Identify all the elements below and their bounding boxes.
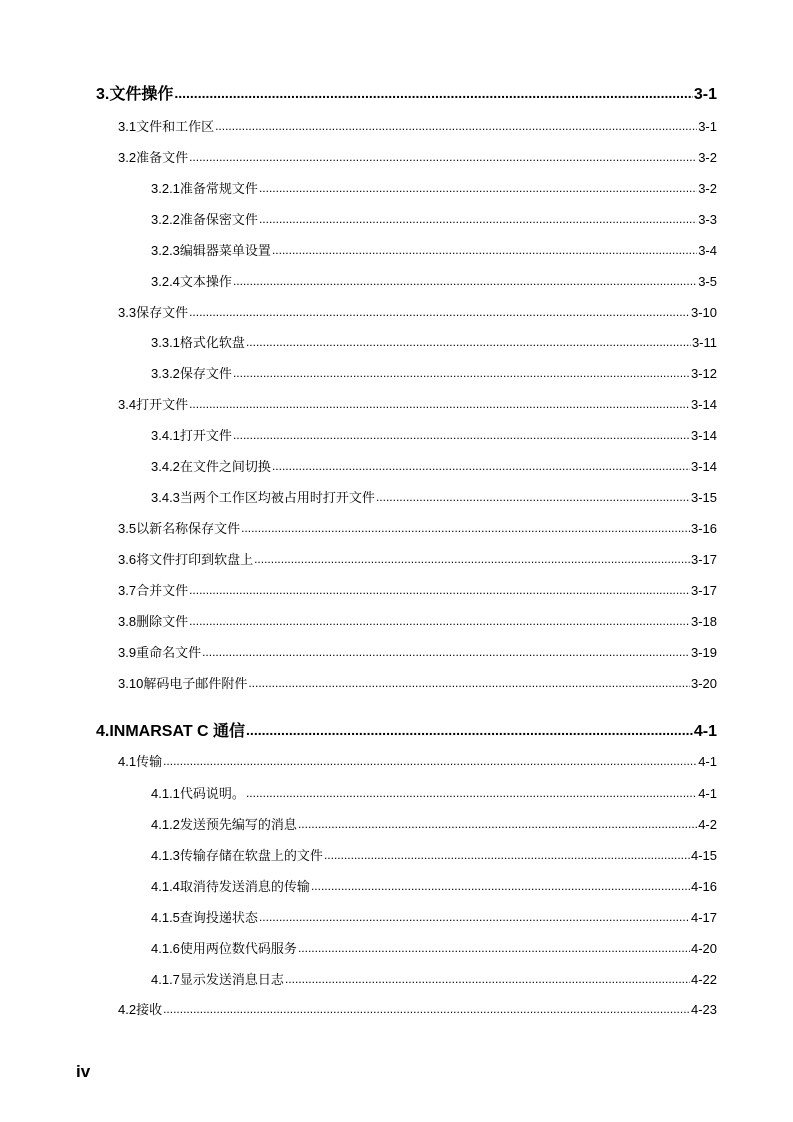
toc-subsection-3-3-1[interactable] <box>151 332 717 351</box>
dot-leader <box>272 458 690 473</box>
toc-entry-page: 4-1 <box>698 754 717 769</box>
toc-entry-number: 3.4 <box>118 397 137 412</box>
dot-leader <box>215 118 697 133</box>
toc-entry-title: 准备常规文件 <box>179 181 258 196</box>
toc-entry-number: 4.2 <box>118 1002 137 1017</box>
toc-entry-number: 3.4.3 <box>151 490 180 505</box>
toc-section-3-7[interactable] <box>118 580 717 599</box>
toc-section-4-1[interactable] <box>118 751 717 770</box>
dot-leader <box>163 753 697 768</box>
toc-entry-page: 3-14 <box>690 428 717 443</box>
dot-leader <box>246 722 693 740</box>
toc-section-4-2[interactable] <box>118 999 717 1018</box>
toc-entry-number: 3.8 <box>118 614 137 629</box>
dot-leader <box>311 878 690 893</box>
toc-entry-page: 3-18 <box>690 614 717 629</box>
toc-entry-page: 3-14 <box>690 397 717 412</box>
toc-entry-title: 打开文件 <box>136 397 189 412</box>
toc-subsection-3-4-2[interactable] <box>151 456 717 475</box>
toc-entry-number: 3.3.2 <box>151 366 180 381</box>
toc-entry-title: 显示发送消息日志 <box>179 972 284 987</box>
dot-leader <box>246 785 697 800</box>
toc-entry-page: 3-3 <box>698 212 717 227</box>
toc-entry-title: 准备保密文件 <box>179 212 258 227</box>
toc-section-3-6[interactable] <box>118 549 717 568</box>
toc-entry-title: 取消待发送消息的传输 <box>179 879 310 894</box>
toc-entry-page: 4-16 <box>690 879 717 894</box>
dot-leader <box>298 940 690 955</box>
toc-entry-title: 查询投递状态 <box>179 910 258 925</box>
toc-entry-number: 4.1.3 <box>151 848 180 863</box>
dot-leader <box>189 396 690 411</box>
dot-leader <box>246 334 691 349</box>
toc-section-3-2[interactable] <box>118 147 717 166</box>
toc-entry-page: 3-1 <box>693 86 717 103</box>
toc-entry-page: 3-17 <box>690 583 717 598</box>
toc-chapter-3[interactable] <box>96 81 717 104</box>
toc-entry-number: 3. <box>96 86 110 103</box>
toc-subsection-3-2-1[interactable] <box>151 178 717 197</box>
toc-entry-title: 合并文件 <box>136 583 189 598</box>
toc-entry-title: 准备文件 <box>136 150 189 165</box>
toc-subsection-4-1-4[interactable] <box>151 876 717 895</box>
toc-entry-page: 4-2 <box>698 817 717 832</box>
toc-entry-number: 3.4.1 <box>151 428 180 443</box>
toc-entry-number: 4.1.6 <box>151 941 180 956</box>
dot-leader <box>233 427 690 442</box>
toc-entry-page: 3-4 <box>698 243 717 258</box>
toc-entry-number: 4.1.1 <box>151 786 180 801</box>
dot-leader <box>189 149 697 164</box>
toc-entry-number: 3.5 <box>118 521 137 536</box>
toc-entry-page: 4-17 <box>690 910 717 925</box>
toc-entry-number: 4.1.2 <box>151 817 180 832</box>
toc-subsection-4-1-5[interactable] <box>151 907 717 926</box>
toc-entry-number: 3.7 <box>118 583 137 598</box>
dot-leader <box>202 644 690 659</box>
dot-leader <box>241 520 690 535</box>
toc-entry-page: 4-23 <box>690 1002 717 1017</box>
toc-entry-number: 3.2.4 <box>151 274 180 289</box>
toc-entry-title: 格式化软盘 <box>179 335 245 350</box>
toc-section-3-8[interactable] <box>118 611 717 630</box>
toc-entry-number: 3.3.1 <box>151 335 180 350</box>
toc-entry-number: 3.2.1 <box>151 181 180 196</box>
toc-entry-page: 3-15 <box>690 490 717 505</box>
toc-entry-number: 3.2.2 <box>151 212 180 227</box>
dot-leader <box>254 551 690 566</box>
toc-entry-title: 文件操作 <box>109 86 174 103</box>
dot-leader <box>233 365 690 380</box>
toc-entry-number: 4.1.7 <box>151 972 180 987</box>
toc-section-3-1[interactable] <box>118 116 717 135</box>
dot-leader <box>272 242 697 257</box>
toc-entry-number: 3.9 <box>118 645 137 660</box>
toc-entry-page: 4-1 <box>693 723 717 740</box>
toc-entry-page: 3-11 <box>691 335 717 350</box>
dot-leader <box>233 273 697 288</box>
toc-subsection-4-1-7[interactable] <box>151 969 717 988</box>
toc-entry-title: 将文件打印到软盘上 <box>136 552 254 567</box>
toc-entry-number: 3.2 <box>118 150 137 165</box>
toc-entry-page: 3-17 <box>690 552 717 567</box>
toc-entry-title: 编辑器菜单设置 <box>179 243 271 258</box>
toc-subsection-3-4-1[interactable] <box>151 425 717 444</box>
toc-subsection-3-4-3[interactable] <box>151 487 717 506</box>
toc-section-3-3[interactable] <box>118 302 717 321</box>
toc-entry-title: 代码说明。 <box>179 786 245 801</box>
dot-leader <box>298 816 697 831</box>
toc-subsection-4-1-6[interactable] <box>151 938 717 957</box>
toc-entry-page: 3-10 <box>690 305 717 320</box>
toc-entry-title: 在文件之间切换 <box>179 459 271 474</box>
toc-entry-page: 3-2 <box>698 181 717 196</box>
dot-leader <box>376 489 690 504</box>
toc-entry-number: 3.3 <box>118 305 137 320</box>
toc-entry-page: 3-2 <box>698 150 717 165</box>
dot-leader <box>259 211 697 226</box>
toc-subsection-3-3-2[interactable] <box>151 363 717 382</box>
toc-entry-number: 4.1.4 <box>151 879 180 894</box>
toc-entry-title: 使用两位数代码服务 <box>179 941 297 956</box>
dot-leader <box>324 847 690 862</box>
toc-entry-title: 发送预先编写的消息 <box>179 817 297 832</box>
toc-entry-title: 打开文件 <box>179 428 232 443</box>
toc-entry-title: 当两个工作区均被占用时打开文件 <box>179 490 375 505</box>
toc-entry-title: 重命名文件 <box>136 645 202 660</box>
dot-leader <box>163 1001 690 1016</box>
toc-entry-title: 接收 <box>136 1002 163 1017</box>
toc-entry-title: 删除文件 <box>136 614 189 629</box>
dot-leader <box>189 582 690 597</box>
toc-entry-title: 解码电子邮件附件 <box>143 676 248 691</box>
toc-entry-title: INMARSAT C 通信 <box>109 723 246 740</box>
page-number: iv <box>76 1062 91 1081</box>
toc-entry-page: 3-14 <box>690 459 717 474</box>
toc-entry-page: 4-1 <box>698 786 717 801</box>
toc-subsection-4-1-2[interactable] <box>151 814 717 833</box>
toc-subsection-3-2-4[interactable] <box>151 271 717 290</box>
toc-entry-number: 3.4.2 <box>151 459 180 474</box>
dot-leader <box>285 971 690 986</box>
toc-entry-page: 3-19 <box>690 645 717 660</box>
dot-leader <box>174 85 693 103</box>
toc-entry-page: 3-12 <box>690 366 717 381</box>
toc-subsection-4-1-1[interactable] <box>151 783 717 802</box>
toc-entry-number: 3.2.3 <box>151 243 180 258</box>
toc-section-3-5[interactable] <box>118 518 717 537</box>
dot-leader <box>189 613 690 628</box>
toc-entry-page: 3-20 <box>690 676 717 691</box>
toc-entry-number: 4.1 <box>118 754 137 769</box>
toc-entry-title: 文本操作 <box>179 274 232 289</box>
toc-entry-number: 3.10 <box>118 676 144 691</box>
toc-entry-title: 传输存储在软盘上的文件 <box>179 848 323 863</box>
toc-subsection-3-2-3[interactable] <box>151 240 717 259</box>
toc-entry-page: 4-22 <box>690 972 717 987</box>
toc-section-3-4[interactable] <box>118 394 717 413</box>
toc-entry-title: 保存文件 <box>179 366 232 381</box>
toc-chapter-4[interactable] <box>96 718 717 741</box>
toc-entry-page: 3-5 <box>698 274 717 289</box>
toc-entry-page: 4-15 <box>690 848 717 863</box>
dot-leader <box>259 180 697 195</box>
dot-leader <box>248 675 690 690</box>
toc-entry-page: 4-20 <box>690 941 717 956</box>
toc-entry-number: 4. <box>96 723 110 740</box>
toc-entry-number: 3.1 <box>118 119 137 134</box>
dot-leader <box>189 304 690 319</box>
toc-section-3-9[interactable] <box>118 642 717 661</box>
toc-entry-page: 3-1 <box>698 119 717 134</box>
toc-entry-title: 保存文件 <box>136 305 189 320</box>
toc-entry-title: 以新名称保存文件 <box>136 521 241 536</box>
toc-entry-page: 3-16 <box>690 521 717 536</box>
toc-subsection-3-2-2[interactable] <box>151 209 717 228</box>
toc-entry-title: 文件和工作区 <box>136 119 215 134</box>
toc-subsection-4-1-3[interactable] <box>151 845 717 864</box>
toc-entry-title: 传输 <box>136 754 163 769</box>
toc-section-3-10[interactable] <box>118 673 717 692</box>
toc-entry-number: 3.6 <box>118 552 137 567</box>
toc-entry-number: 4.1.5 <box>151 910 180 925</box>
dot-leader <box>259 909 690 924</box>
